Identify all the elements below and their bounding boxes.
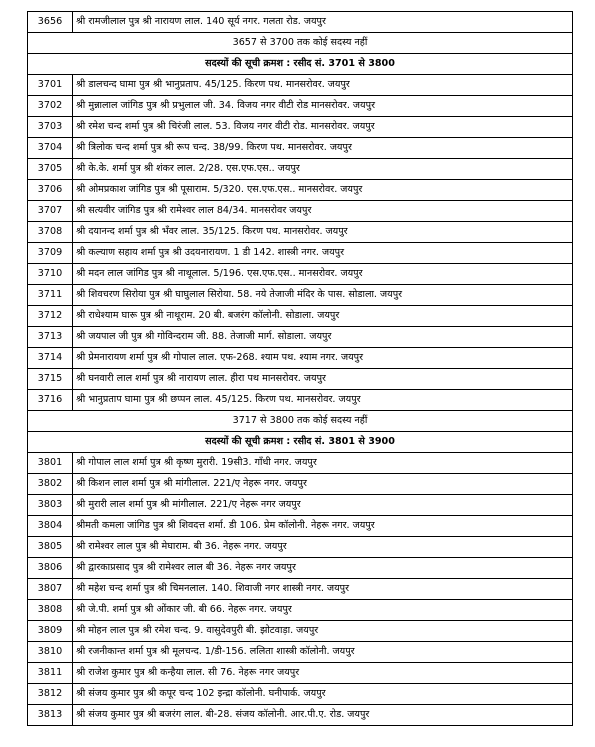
member-row	[28, 495, 573, 516]
member-details: श्री भानुप्रताप घामा पुत्र श्री छप्पन लाल. 45/125. किरण पथ. मानसरोवर. जयपुर	[73, 390, 573, 411]
member-details: श्री मुरारी लाल शर्मा पुत्र श्री मांगीलाल. 221/ए नेहरू नगर जयपुर	[73, 495, 573, 516]
member-row	[28, 264, 573, 285]
member-details: श्री शिवचरण सिरोया पुत्र श्री घाघुलाल सिरोया. 58. नये तेजाजी मंदिर के पास. सोडाला. जयपुर	[73, 285, 573, 306]
receipt-number: 3810	[28, 642, 73, 663]
receipt-number: 3656	[28, 12, 73, 33]
receipt-number: 3702	[28, 96, 73, 117]
member-details: श्री ओमप्रकाश जांगिड पुत्र श्री पूसाराम. 5/320. एस.एफ.एस.. मानसरोवर. जयपुर	[73, 180, 573, 201]
member-details: श्री रमेश चन्द शर्मा पुत्र श्री चिरंजी लाल. 53. विजय नगर वीटी रोड. मानसरोवर. जयपुर	[73, 117, 573, 138]
member-details: श्री रजनीकान्त शर्मा पुत्र श्री मूलचन्द. 1/डी-156. ललिता शास्त्री कॉलोनी. जयपुर	[73, 642, 573, 663]
gap-note: 3657 से 3700 तक कोई सदस्य नहीं	[28, 33, 573, 54]
member-row	[28, 285, 573, 306]
member-row	[28, 201, 573, 222]
member-details: श्री महेश चन्द शर्मा पुत्र श्री चिमनलाल. 140. शिवाजी नगर शास्त्री नगर. जयपुर	[73, 579, 573, 600]
member-row	[28, 369, 573, 390]
member-row	[28, 159, 573, 180]
member-details: श्री मुन्नालाल जांगिड पुत्र श्री प्रभुलाल जी. 34. विजय नगर वीटी रोड मानसरोवर. जयपुर	[73, 96, 573, 117]
member-details: श्री दयानन्द शर्मा पुत्र श्री भँवर लाल. 35/125. किरण पथ. मानसरोवर. जयपुर	[73, 222, 573, 243]
receipt-number: 3804	[28, 516, 73, 537]
member-details: श्री जयपाल जी पुत्र श्री गोविन्दराम जी. 88. तेजाजी मार्ग. सोडाला. जयपुर	[73, 327, 573, 348]
section-heading: सदस्यों की सूची क्रमश : रसीद सं. 3801 से 3900	[28, 432, 573, 453]
member-row	[28, 474, 573, 495]
receipt-number: 3805	[28, 537, 73, 558]
member-row	[28, 180, 573, 201]
member-row	[28, 621, 573, 642]
receipt-number: 3809	[28, 621, 73, 642]
member-list-table	[27, 11, 573, 726]
receipt-number: 3705	[28, 159, 73, 180]
member-details: श्री त्रिलोक चन्द शर्मा पुत्र श्री रूप चन्द. 38/99. किरण पथ. मानसरोवर. जयपुर	[73, 138, 573, 159]
member-row	[28, 12, 573, 33]
receipt-number: 3704	[28, 138, 73, 159]
member-row	[28, 96, 573, 117]
member-details: श्री घनवारी लाल शर्मा पुत्र श्री नारायण लाल. हीरा पथ मानसरोवर. जयपुर	[73, 369, 573, 390]
member-details: श्री जे.पी. शर्मा पुत्र श्री ओंकार जी. बी 66. नेहरू नगर. जयपुर	[73, 600, 573, 621]
receipt-number: 3711	[28, 285, 73, 306]
receipt-number: 3808	[28, 600, 73, 621]
receipt-number: 3806	[28, 558, 73, 579]
member-row	[28, 222, 573, 243]
member-row	[28, 705, 573, 726]
member-row	[28, 663, 573, 684]
gap-note-row	[28, 411, 573, 432]
member-row	[28, 558, 573, 579]
receipt-number: 3813	[28, 705, 73, 726]
member-details: श्री सत्यवीर जांगिड पुत्र श्री रामेश्वर लाल 84/34. मानसरोवर जयपुर	[73, 201, 573, 222]
receipt-number: 3709	[28, 243, 73, 264]
member-row	[28, 453, 573, 474]
section-heading: सदस्यों की सूची क्रमश : रसीद सं. 3701 से 3800	[28, 54, 573, 75]
member-details: श्री रामजीलाल पुत्र श्री नारायण लाल. 140 सूर्य नगर. गलता रोड. जयपुर	[73, 12, 573, 33]
member-details: श्री द्वारकाप्रसाद पुत्र श्री रामेश्वर लाल बी 36. नेहरू नगर जयपुर	[73, 558, 573, 579]
member-details: श्रीमती कमला जांगिड पुत्र श्री शिवदत्त शर्मा. डी 106. प्रेम कॉलोनी. नेहरू नगर. जयपुर	[73, 516, 573, 537]
receipt-number: 3714	[28, 348, 73, 369]
member-details: श्री रामेश्वर लाल पुत्र श्री मेघाराम. बी 36. नेहरू नगर. जयपुर	[73, 537, 573, 558]
member-details: श्री गोपाल लाल शर्मा पुत्र श्री कृष्ण मुरारी. 19सी3. गाँधी नगर. जयपुर	[73, 453, 573, 474]
member-list-body	[28, 12, 573, 726]
receipt-number: 3701	[28, 75, 73, 96]
receipt-number: 3707	[28, 201, 73, 222]
member-row	[28, 579, 573, 600]
section-heading-row	[28, 432, 573, 453]
receipt-number: 3713	[28, 327, 73, 348]
receipt-number: 3812	[28, 684, 73, 705]
member-row	[28, 306, 573, 327]
member-row	[28, 348, 573, 369]
member-row	[28, 600, 573, 621]
member-row	[28, 516, 573, 537]
member-row	[28, 642, 573, 663]
receipt-number: 3802	[28, 474, 73, 495]
receipt-number: 3703	[28, 117, 73, 138]
member-details: श्री मदन लाल जांगिड पुत्र श्री नाथूलाल. 5/196. एस.एफ.एस.. मानसरोवर. जयपुर	[73, 264, 573, 285]
receipt-number: 3710	[28, 264, 73, 285]
receipt-number: 3807	[28, 579, 73, 600]
member-details: श्री प्रेमनारायण शर्मा पुत्र श्री गोपाल लाल. एफ-268. श्याम पथ. श्याम नगर. जयपुर	[73, 348, 573, 369]
member-details: श्री किशन लाल शर्मा पुत्र श्री मांगीलाल. 221/ए नेहरू नगर. जयपुर	[73, 474, 573, 495]
receipt-number: 3803	[28, 495, 73, 516]
receipt-number: 3801	[28, 453, 73, 474]
member-details: श्री मोहन लाल पुत्र श्री रमेश चन्द. 9. वासुदेवपुरी बी. झोटवाड़ा. जयपुर	[73, 621, 573, 642]
receipt-number: 3712	[28, 306, 73, 327]
member-details: श्री राजेश कुमार पुत्र श्री कन्हैया लाल. सी 76. नेहरू नगर जयपुर	[73, 663, 573, 684]
member-details: श्री राधेश्याम घारू पुत्र श्री नाथूराम. 20 बी. बजरंग कॉलोनी. सोडाला. जयपुर	[73, 306, 573, 327]
member-details: श्री डालचन्द घामा पुत्र श्री भानुप्रताप. 45/125. किरण पथ. मानसरोवर. जयपुर	[73, 75, 573, 96]
member-details: श्री संजय कुमार पुत्र श्री कपूर चन्द 102 इन्द्रा कॉलोनी. घनीपार्क. जयपुर	[73, 684, 573, 705]
member-details: श्री संजय कुमार पुत्र श्री बजरंग लाल. बी-28. संजय कॉलोनी. आर.पी.ए. रोड. जयपुर	[73, 705, 573, 726]
receipt-number: 3708	[28, 222, 73, 243]
member-row	[28, 75, 573, 96]
member-row	[28, 390, 573, 411]
member-row	[28, 138, 573, 159]
member-row	[28, 537, 573, 558]
section-heading-row	[28, 54, 573, 75]
receipt-number: 3715	[28, 369, 73, 390]
receipt-number: 3706	[28, 180, 73, 201]
gap-note: 3717 से 3800 तक कोई सदस्य नहीं	[28, 411, 573, 432]
member-row	[28, 327, 573, 348]
member-details: श्री के.के. शर्मा पुत्र श्री शंकर लाल. 2/28. एस.एफ.एस.. जयपुर	[73, 159, 573, 180]
receipt-number: 3811	[28, 663, 73, 684]
gap-note-row	[28, 33, 573, 54]
member-row	[28, 684, 573, 705]
member-details: श्री कल्याण सहाय शर्मा पुत्र श्री उदयनारायण. 1 डी 142. शास्त्री नगर. जयपुर	[73, 243, 573, 264]
receipt-number: 3716	[28, 390, 73, 411]
member-row	[28, 117, 573, 138]
member-row	[28, 243, 573, 264]
